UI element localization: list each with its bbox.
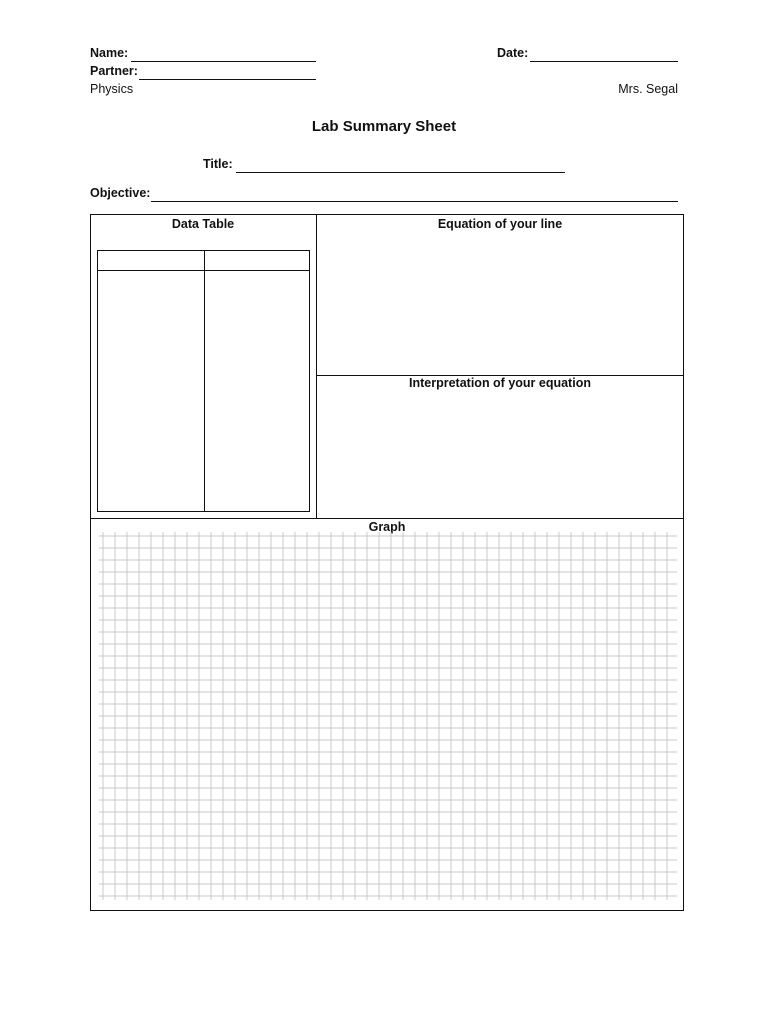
- partner-label: Partner:: [90, 64, 138, 78]
- column-divider: [316, 214, 317, 519]
- equation-heading: Equation of your line: [437, 217, 563, 231]
- sheet-title: Lab Summary Sheet: [311, 118, 457, 135]
- equation-area[interactable]: [320, 236, 680, 370]
- interpretation-area[interactable]: [320, 395, 680, 515]
- data-table-column-y[interactable]: [205, 271, 309, 511]
- title-field[interactable]: [236, 172, 565, 173]
- objective-label: Objective:: [90, 186, 151, 200]
- data-table-header-cell-y[interactable]: [205, 251, 309, 270]
- objective-field[interactable]: [151, 201, 678, 202]
- data-table-heading: Data Table: [171, 217, 235, 231]
- title-label: Title:: [203, 157, 233, 171]
- course-name: Physics: [90, 82, 134, 96]
- graph-grid[interactable]: [95, 530, 679, 902]
- data-table-header-cell-x[interactable]: [98, 251, 204, 270]
- graph-heading: Graph: [368, 520, 406, 534]
- partner-field[interactable]: [139, 79, 316, 80]
- date-field[interactable]: [530, 61, 678, 62]
- date-label: Date:: [497, 46, 529, 60]
- teacher-name: Mrs. Segal: [618, 82, 678, 96]
- interpretation-heading: Interpretation of your equation: [409, 376, 591, 390]
- name-field[interactable]: [131, 61, 316, 62]
- name-label: Name:: [90, 46, 129, 60]
- grid-lines: [103, 536, 673, 896]
- data-table-column-x[interactable]: [98, 271, 204, 511]
- graph-divider: [90, 518, 684, 519]
